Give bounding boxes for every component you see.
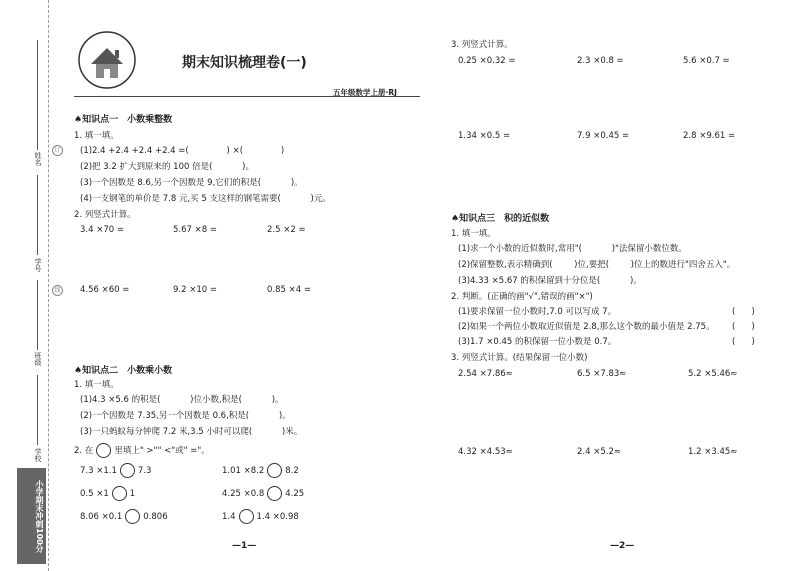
compare-right: 7.3: [137, 466, 152, 476]
class-label: 班级: [34, 352, 42, 366]
k2-item-1: (1)4.3 ×5.6 的积是( )位小数,积是( )。: [80, 395, 284, 405]
calc-item: 2.4 ×5.2≈: [577, 447, 621, 457]
compare-item: [222, 486, 304, 501]
calc-item: 2.8 ×9.61 =: [683, 131, 736, 141]
answer-circle[interactable]: [239, 509, 254, 524]
k3-item-1: (1)求一个小数的近似数时,常用"( )"法保留小数位数。: [458, 244, 687, 254]
k1-item-1: (1)2.4 +2.4 +2.4 +2.4 =( ) ×( ): [80, 146, 285, 156]
name-line: [37, 40, 38, 150]
judge-item-2: (2)如果一个两位小数取近似值是 2.8,那么这个数的最小值是 2.75。: [458, 322, 715, 332]
section-title-text: 知识点二 小数乘小数: [82, 366, 173, 376]
compare-item: [80, 509, 168, 524]
calc-item: 4.32 ×4.53≈: [458, 447, 513, 457]
brand-logo: 小学期末冲刺100分: [17, 468, 46, 564]
compare-item: [80, 486, 135, 501]
calc-item: 1.2 ×3.45≈: [688, 447, 738, 457]
spade-icon: ♠: [74, 366, 83, 376]
judge-item-1: (1)要求保留一位小数时,7.0 可以写成 7。: [458, 307, 617, 317]
school-line: [37, 375, 38, 445]
house-logo-icon: [77, 30, 137, 90]
k3-question-3: 3. 列竖式计算。(结果保留一位小数): [451, 353, 588, 363]
calc-item: 5.67 ×8 =: [173, 225, 217, 235]
page-title: 期末知识梳理卷(一): [182, 55, 307, 71]
section-title-text: 知识点一 小数乘整数: [82, 115, 173, 125]
calc-item: 5.2 ×5.46≈: [688, 369, 738, 379]
k3-item-3: (3)4.33 ×5.67 的积保留到十分位是( )。: [458, 276, 642, 286]
id-label: 学号: [34, 258, 42, 272]
calc-item: 9.2 ×10 =: [173, 285, 217, 295]
compare-left: 1.01 ×8.2: [222, 466, 265, 476]
compare-right: 0.806: [143, 512, 168, 522]
page-subtitle: 五年级数学上册·RJ: [333, 88, 397, 97]
binding-strip: [0, 0, 66, 571]
answer-circle-icon: [96, 443, 111, 458]
k3-question-1: 1. 填一填。: [451, 229, 496, 239]
calc-item: 7.9 ×0.45 =: [577, 131, 630, 141]
answer-circle[interactable]: [267, 486, 282, 501]
question-text: 2. 在: [74, 446, 94, 456]
compare-left: 7.3 ×1.1: [80, 466, 117, 476]
section-title-k2: [74, 363, 172, 376]
school-label: 学校: [34, 448, 42, 462]
calc-item: 2.54 ×7.86≈: [458, 369, 513, 379]
answer-circle[interactable]: [112, 486, 127, 501]
page-number-1: —1—: [232, 541, 257, 551]
calc-item: 0.25 ×0.32 =: [458, 56, 516, 66]
judge-paren[interactable]: ( ): [732, 322, 755, 332]
header-rule: [74, 96, 420, 97]
answer-circle[interactable]: [267, 463, 282, 478]
spade-icon: ♠: [451, 214, 460, 224]
name-label: 姓名: [34, 152, 42, 166]
cut-line: [48, 0, 49, 571]
section-title-k1: [74, 112, 172, 125]
k2-item-3: (3)一只蚂蚁每分钟爬 7.2 米,3.5 小时可以爬( )米。: [80, 427, 303, 437]
judge-paren[interactable]: ( ): [732, 337, 755, 347]
k3-question-2: 2. 判断。(正确的画"√",错误的画"×"): [451, 292, 593, 302]
k1-question-1: 1. 填一填。: [74, 131, 119, 141]
binding-hole-xian: 线: [52, 285, 63, 296]
k1-question-2: 2. 列竖式计算。: [74, 210, 136, 220]
compare-right: 8.2: [285, 466, 299, 476]
question-text: 里填上" >"" <"或" ="。: [114, 446, 210, 456]
calc-item: 2.5 ×2 =: [267, 225, 306, 235]
calc-item: 4.56 ×60 =: [80, 285, 130, 295]
calc-item: 1.34 ×0.5 =: [458, 131, 511, 141]
answer-circle[interactable]: [120, 463, 135, 478]
compare-right: 1.4 ×0.98: [256, 512, 299, 522]
spade-icon: ♠: [74, 115, 83, 125]
calc-item: 2.3 ×0.8 =: [577, 56, 624, 66]
section-title-k3: [451, 211, 549, 224]
class-line: [37, 280, 38, 350]
k1-item-2: (2)把 3.2 扩大到原来的 100 倍是( )。: [80, 162, 254, 172]
section-title-text: 知识点三 积的近似数: [459, 214, 550, 224]
calc-item: 6.5 ×7.83≈: [577, 369, 627, 379]
binding-hole-ding: 订: [52, 145, 63, 156]
compare-item: [80, 463, 151, 478]
r-question-3: 3. 列竖式计算。: [451, 40, 513, 50]
calc-item: 3.4 ×70 =: [80, 225, 124, 235]
k2-item-2: (2)一个因数是 7.35,另一个因数是 0.6,积是( )。: [80, 411, 291, 421]
judge-item-3: (3)1.7 ×0.45 的积保留一位小数是 0.7。: [458, 337, 617, 347]
k2-question-1: 1. 填一填。: [74, 380, 119, 390]
compare-item: [222, 463, 299, 478]
compare-left: 8.06 ×0.1: [80, 512, 123, 522]
page-number-2: —2—: [610, 541, 635, 551]
calc-item: 5.6 ×0.7 =: [683, 56, 730, 66]
k1-item-4: (4)一支钢笔的单价是 7.8 元,买 5 支这样的钢笔需要( )元。: [80, 194, 331, 204]
compare-left: 1.4: [222, 512, 236, 522]
compare-right: 4.25: [285, 489, 305, 499]
compare-left: 0.5 ×1: [80, 489, 109, 499]
k3-item-2: (2)保留整数,表示精确到( )位,要把( )位上的数进行"四舍五入"。: [458, 260, 736, 270]
id-line: [37, 175, 38, 255]
compare-right: 1: [129, 489, 136, 499]
k2-question-2: [74, 443, 210, 458]
k1-item-3: (3)一个因数是 8.6,另一个因数是 9,它们的积是( )。: [80, 178, 303, 188]
calc-item: 0.85 ×4 =: [267, 285, 311, 295]
judge-paren[interactable]: ( ): [732, 307, 755, 317]
answer-circle[interactable]: [125, 509, 140, 524]
compare-item: [222, 509, 299, 524]
compare-left: 4.25 ×0.8: [222, 489, 265, 499]
